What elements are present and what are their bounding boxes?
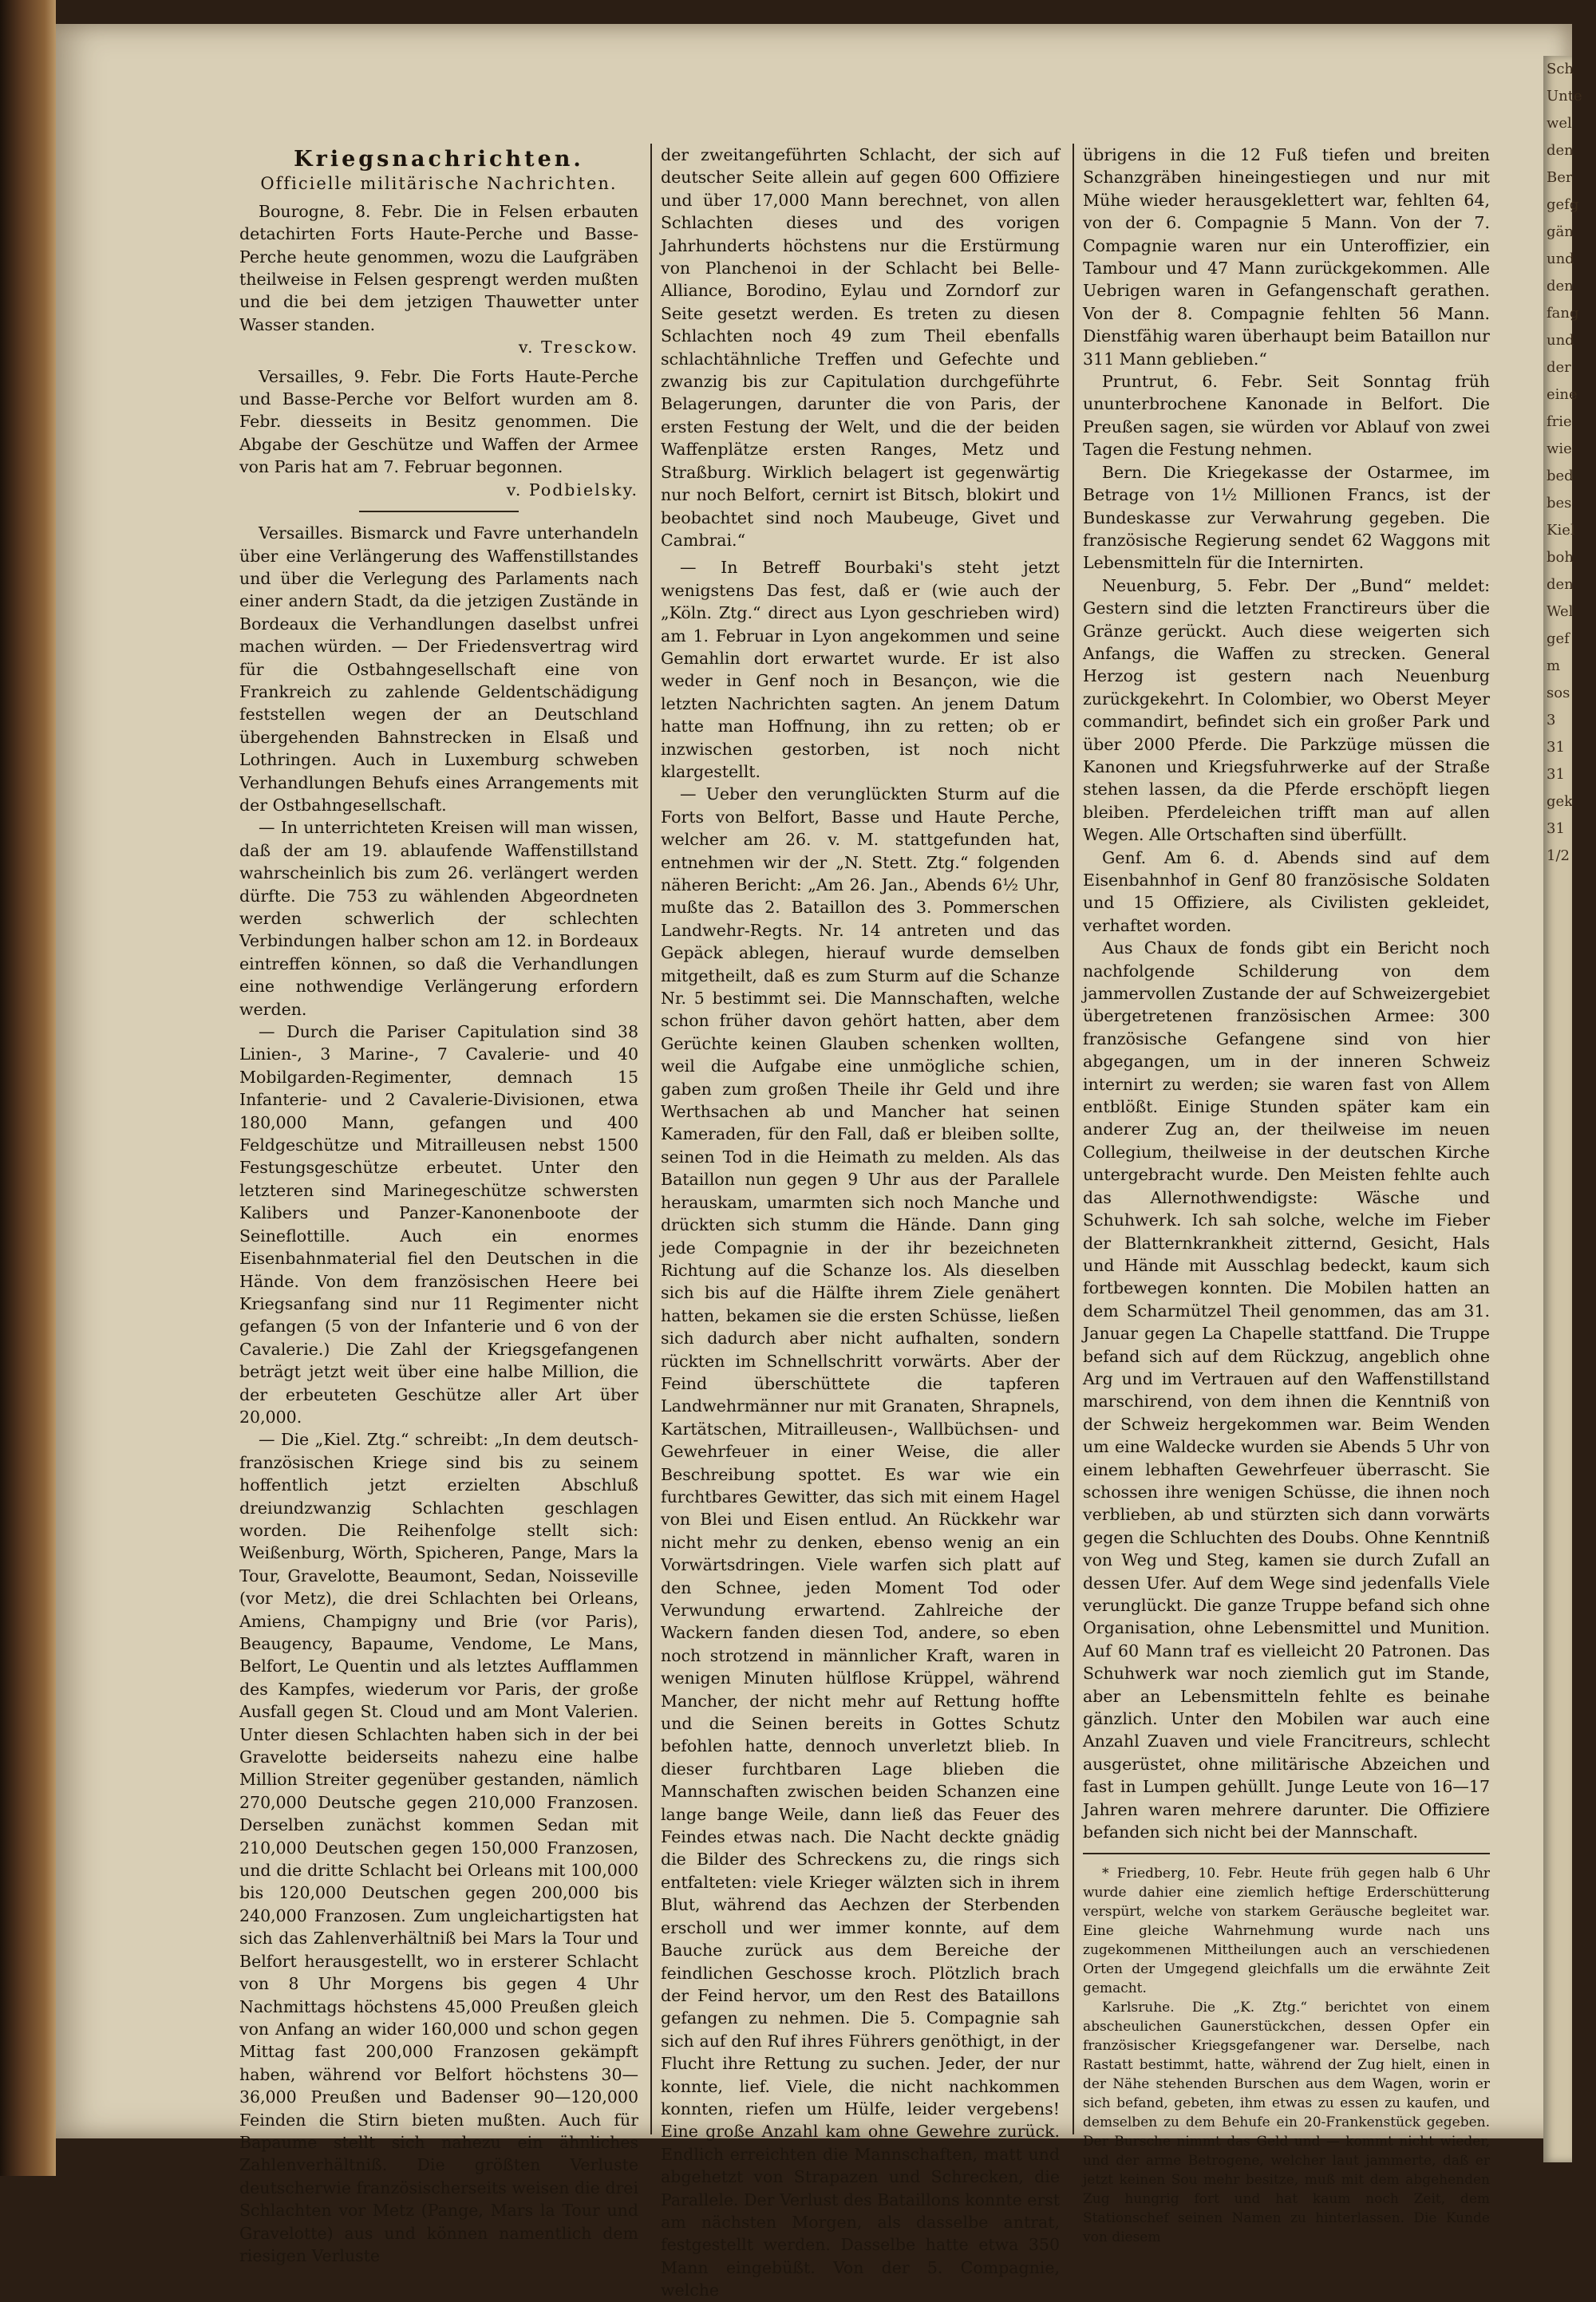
separator <box>1083 1853 1490 1854</box>
next-page-fragment: m <box>1547 657 1561 674</box>
next-page-fragment: bes <box>1547 495 1572 511</box>
separator <box>359 511 519 512</box>
report-karlsruhe: Karlsruhe. Die „K. Ztg.“ berichtet von einem abscheulichen Gaunerstückchen, dessen Opfer ein französischer Kriegsgefangener war. Derselbe, nach Rastatt bestimmt, hatte, während der Zug hielt, einen in der Nähe stehenden Burschen aus dem Wagen, worin er sich befand, gebeten, ihm etwas zu essen zu kaufen, und demselben zu dem Behufe ein 20-Frankenstück gegeben. Der Bursche nimmt das Geld und — kommt nicht wieder, und der arme Betrogene, welcher laut jammerte, daß er jetzt keinen Sou mehr besitze, muß mit dem abgehenden Zug hungrig fort und hat kaum noch Zeit, dem Stationschef seinen Namen zu hinterlassen. Die Kunde von diesem <box>1083 2000 1490 2246</box>
column-1 <box>239 144 638 2265</box>
column-2 <box>661 144 1060 2300</box>
next-page-fragment: Wel <box>1547 603 1574 620</box>
paragraph-kiel-ztg: — Die „Kiel. Ztg.“ schreibt: „In dem deutsch-französischen Kriege sind bis zu seinem hoffentlich jetzt erzielten Abschluß dreiundzwanzig Schlachten geschlagen worden. Die Reihenfolge stellt sich: Weißenburg, Wörth, Spicheren, Pange, Mars la Tour, Gravelotte, Beaumont, Sedan, Noisseville (vor Metz), die drei Schlachten bei Orleans, Amiens, Champigny und Brie (vor Paris), Beaugency, Bapaume, Vendome, Le Mans, Belfort, Le Quentin und als letztes Aufflammen des Kampfes, wiederum vor Paris, der große Ausfall gegen St. Cloud und am Mont Valerien. Unter diesen Schlachten haben sich in der bei Gravelotte beiderseits nahezu eine halbe Million Streiter gegenüber gestanden, nämlich 270,000 Deutsche gegen 210,000 Franzosen. Derselben zunächst kommen Sedan mit 210,000 Deutschen gegen 150,000 Franzosen, und die dritte Schlacht bei Orleans mit 100,000 bis 120,000 Deutschen gegen 200,000 bis 240,000 Franzosen. Zum ungleichartigsten hat sich das Zahlenverhältniß bei Mars la Tour und Belfort herausgestellt, wo in ersterer Schlacht von 8 Uhr Morgens bis gegen 4 Uhr Nachmittags höchstens 45,000 Preußen gleich von Anfang an wider 160,000 und schon gegen Mittag fast 200,000 Franzosen gekämpft haben, während vor Belfort höchstens 30—36,000 Preußen und Badenser 90—120,000 Feinden die Stirn bieten mußten. Auch für Bapaume stellt sich nahezu ein ähnliches Zahlenverhältniß. Die größten Verluste deutscherwie französischerseits weisen die drei Schlachten vor Metz (Pange, Mars la Tour und Gravelotte) aus und können namentlich dem riesigen Verluste <box>239 1430 638 2265</box>
column-3 <box>1083 144 1490 2246</box>
paragraph-continued: übrigens in die 12 Fuß tiefen und breiten Schanzgräben hineingestiegen und nur mit Mühe wieder herausgeklettert war, fehlten 64, von der 6. Compagnie 5 Mann. Von der 7. Compagnie waren nur ein Unteroffizier, ein Tambour und 47 Mann zurückgekommen. Alle Uebrigen waren in Gefangenschaft gerathen. Von der 8. Compagnie fehlten 56 Mann. Dienstfähig waren überhaupt beim Bataillon nur 311 Mann geblieben.“ <box>1083 145 1490 369</box>
paragraph-continued: der zweitangeführten Schlacht, der sich auf deutscher Seite allein auf gegen 600 Offiziere und über 17,000 Mann berechnet, von allen Schlachten dieses und des vorigen Jahrhunderts höchstens nur die Erstürmung von Planchenoi in der Schlacht bei Belle-Alliance, Borodino, Eylau und Zorndorf zur Seite gesetzt werden. Es treten zu diesen Schlachten noch 49 zum Theil ebenfalls schlachtähnliche Treffen und Gefechte und zwanzig bis zur Capitulation durchgeführte Belagerungen, darunter die von Paris, der ersten Festung der Welt, und die der beiden Waffenplätze ersten Ranges, Metz und Straßburg. Wirklich belagert ist gegenwärtig nur noch Belfort, cernirt ist Bitsch, blokirt und beobachtet sind noch Maubeuge, Givet und Cambrai.“ <box>661 145 1060 550</box>
next-page-fragment: und <box>1547 251 1574 267</box>
next-page-fragment: Unte <box>1547 88 1582 105</box>
next-page-fragment: 31 <box>1547 820 1565 837</box>
next-page-fragment: 1/2 <box>1547 847 1570 864</box>
signature-podbielsky: v. Podbielsky. <box>506 480 638 499</box>
next-page-edge <box>1543 56 1582 2162</box>
next-page-fragment: bed <box>1547 468 1574 484</box>
next-page-fragment: gän <box>1547 223 1574 240</box>
next-page-fragment: 31 <box>1547 739 1565 756</box>
next-page-fragment: frie <box>1547 413 1572 430</box>
next-page-fragment: den <box>1547 576 1574 593</box>
section-subheading: Officielle militärische Nachrichten. <box>260 174 618 194</box>
next-page-fragment: boh <box>1547 549 1574 566</box>
next-page-fragment: den <box>1547 142 1574 159</box>
paragraph-capitulation: — Durch die Pariser Capitulation sind 38 Linien-, 3 Marine-, 7 Cavalerie- und 40 Mobilgarden-Regimenter, demnach 15 Infanterie- und 2 Cavalerie-Divisionen, etwa 180,000 Mann, gefangen und 400 Feldgeschütze und Mitrailleusen nebst 1500 Festungsgeschütze erbeutet. Unter den letzteren sind Marinegeschütze schwersten Kalibers und Panzer-Kanonenboote der Seineflottille. Auch ein enormes Eisenbahnmaterial fiel den Deutschen in die Hände. Von dem französischen Heere bei Kriegsanfang sind nur 11 Regimenter nicht gefangen (5 von der Infanterie und 6 von der Cavalerie.) Die Zahl der Kriegsgefangenen beträgt jetzt weit über eine halbe Million, die der erbeuteten Geschütze aller Art über 20,000. <box>239 1022 638 1427</box>
paragraph-bourbaki: — In Betreff Bourbaki's steht jetzt wenigstens Das fest, daß er (wie auch der „Köln. Ztg.“ direct aus Lyon geschrieben wird) am 1. Februar in Lyon angekommen und seine Gemahlin dort erwartet wurde. Er ist also weder in Genf noch in Besançon, wie die letzten Nachrichten sagten. An jenem Datum hatte man Hoffnung, ihn zu retten; ob er inzwischen gestorben, ist noch nicht klargestellt. <box>661 558 1060 781</box>
next-page-fragment: Ber <box>1547 169 1573 186</box>
next-page-fragment: 3 <box>1547 712 1556 729</box>
next-page-fragment: der <box>1547 359 1571 376</box>
column-divider <box>1073 144 1074 2134</box>
next-page-fragment: Sch <box>1547 61 1574 77</box>
paragraph-waffenstillstand: — In unterrichteten Kreisen will man wissen, daß der am 19. ablaufende Waffenstillstand wahrscheinlich bis zum 26. verlängert werden dürfte. Die 753 zu wählenden Abgeordneten werden schwerlich der schlechten Verbindungen halber schon am 12. in Bordeaux eintreffen können, so daß die Verhandlungen eine nothwendige Verlängerung erfordern werden. <box>239 818 638 1019</box>
paragraph-belfort-sturm: — Ueber den verunglückten Sturm auf die Forts von Belfort, Basse und Haute Perche, welcher am 26. v. M. stattgefunden hat, entnehmen wir der „N. Stett. Ztg.“ folgenden näheren Bericht: „Am 26. Jan., Abends 6½ Uhr, mußte das 2. Bataillon des 3. Pommerschen Landwehr-Regts. Nr. 14 antreten und das Gepäck ablegen, hierauf wurde demselben mitgetheilt, daß es zum Sturm auf die Schanze Nr. 5 bestimmt sei. Die Mannschaften, welche schon früher davon gehört hatten, aber dem Gerüchte keinen Glauben schenken wollten, weil die Aufgabe eine unmögliche schien, gaben zum großen Theile ihr Geld und ihre Werthsachen ab und Mancher hat seinen Kameraden, für den Fall, daß er bleiben sollte, seinen Tod in die Heimath zu melden. Als das Bataillon nun gegen 9 Uhr aus der Parallele herauskam, umarmten sich noch Manche und drückten sich stumm die Hände. Dann ging jede Compagnie in der ihr bezeichneten Richtung auf die Schanze los. Als dieselben sich bis auf die Hälfte ihrem Ziele genähert hatten, bekamen sie die ersten Schüsse, ließen sich dadurch aber nicht aufhalten, sondern rückten im Schnellschritt vorwärts. Aber der Feind überschüttete die tapferen Landwehrmänner nur mit Granaten, Shrapnels, Kartätschen, Mitrailleusen-, Wallbüchsen- und Gewehrfeuer in einer Weise, die aller Beschreibung spottet. Es war wie ein furchtbares Gewitter, das sich mit einem Hagel von Blei und Eisen entlud. An Rückkehr war nicht mehr zu denken, ebenso wenig an ein Vorwärtsdringen. Viele warfen sich platt auf den Schnee, jeden Moment Tod oder Verwundung erwartend. Zahlreiche der Wackern fanden diesen Tod, andere, so eben noch strotzend in männlicher Kraft, waren in wenigen Minuten hülflose Krüppel, während Mancher, der nicht mehr auf Rettung hoffte und die Seinen bereits in Gottes Schutz befohlen hatte, dennoch unverletzt blieb. In dieser furchtbaren Lage blieben die Mannschaften zwischen beiden Schanzen eine lange bange Weile, dann ließ das Feuer des Feindes etwas nach. Die Nacht deckte gnädig die Bilder des Schreckens zu, die rings sich entfalteten: viele Krieger wälzten sich in ihrem Blut, während das Aechzen der Sterbenden erscholl und wer immer konnte, auf dem Bauche zurück aus dem Bereiche der feindlichen Geschosse kroch. Plötzlich brach der Feind hervor, um den Rest des Bataillons gefangen zu nehmen. Die 5. Compagnie sah sich auf den Ruf ihres Führers genöthigt, in der Flucht ihre Rettung zu suchen. Jeder, der nur konnte, lief. Viele, die nicht nachkommen konnten, riefen um Hülfe, leider vergebens! Eine große Anzahl kam ohne Gewehre zurück. Endlich erreichten die Mannschaften, matt und abgehetzt von Strapazen und Schrecken, die Parallele. Der Verlust des Bataillons konnte erst am nächsten Morgen, als dasselbe antrat, festgestellt werden. Dasselbe hatte etwa 350 Mann eingebüßt. Von der 5. Compagnie, welche <box>661 784 1060 2300</box>
next-page-fragment: fang <box>1547 305 1579 322</box>
signature-treskow: v. Tresckow. <box>518 338 638 357</box>
report-versailles-2: Versailles. Bismarck und Favre unterhandeln über eine Verlängerung des Waffenstillstandes und über die Verlegung des Parlaments nach einer andern Stadt, da die jetzigen Zustände in Bordeaux die Verhandlungen daselbst unfrei machen würden. — Der Friedensvertrag wird für die Ostbahngesellschaft eine von Frankreich zu zahlende Geldentschädigung feststellen wegen der an Deutschland übergehenden Bahnstrecken in Elsaß und Lothringen. Auch in Luxemburg schweben Verhandlungen Behufs eines Arrangements mit der Ostbahngesellschaft. <box>239 523 638 815</box>
next-page-fragment: und <box>1547 332 1574 349</box>
report-bourogne: Bourogne, 8. Febr. Die in Felsen erbauten detachirten Forts Haute-Perche und Basse-Perche heute genommen, wozu die Laufgräben theilweise in Felsen gesprengt werden mußten und die bei dem jetzigen Thauwetter unter Wasser standen. <box>239 201 638 334</box>
section-heading: Kriegsnachrichten. <box>294 147 584 172</box>
next-page-fragment: gek <box>1547 793 1574 810</box>
next-page-fragment: gef <box>1547 630 1570 647</box>
report-chaux-de-fonds: Aus Chaux de fonds gibt ein Bericht noch nachfolgende Schilderung von dem jammervollen Zustande der auf Schweizergebiet übergetretenen französischen Armee: 300 französische Gefangene sind von hier abgegangen, um in der inneren Schweiz internirt zu werden; sie waren fast von Allem entblößt. Einige Stunden später kam ein anderer Zug an, der theilweise im neuen Collegium, theilweise in der deutschen Kirche untergebracht wurde. Den Meisten fehlte auch das Allernothwendigste: Wäsche und Schuhwerk. Ich sah solche, welche im Fieber der Blatternkrankheit zitternd, Gesicht, Hals und Hände mit Ausschlag bedeckt, kaum sich fortbewegen konnten. Die Mobilen hatten an dem Scharmützel Theil genommen, das am 31. Januar gegen La Chapelle stattfand. Die Truppe befand sich auf dem Rückzug, angeblich ohne Arg und im Vertrauen auf den Waffenstillstand marschirend, von dem ihnen die Kenntniß von der Schweiz hergekommen war. Beim Wenden um eine Waldecke wurden sie Abends 5 Uhr von einem lebhaften Gewehrfeuer überrascht. Sie schossen ihre wenigen Schüsse, die ihnen noch verblieben, ab und stürzten sich dann vorwärts gegen die Schluchten des Doubs. Ohne Kenntniß von Weg und Steg, kamen sie durch Zufall an dessen Ufer. Auf dem Wege sind jedenfalls Viele verunglückt. Die ganze Truppe befand sich ohne Organisation, ohne Lebensmittel und Munition. Auf 60 Mann traf es vielleicht 20 Patronen. Das Schuhwerk war noch ziemlich gut im Stande, aber an Lebensmitteln fehlte es beinahe gänzlich. Unter den Mobilen war auch eine Anzahl Zuaven und viele Francitreurs, schlecht ausgerüstet, ohne militärische Abzeichen und fast in Lumpen gehüllt. Junge Leute von 16—17 Jahren waren mehrere darunter. Die Offiziere befanden sich nicht bei der Mannschaft. <box>1083 938 1490 1842</box>
next-page-fragment: den <box>1547 278 1574 294</box>
next-page-fragment: wie <box>1547 440 1572 457</box>
report-pruntrut: Pruntrut, 6. Febr. Seit Sonntag früh ununterbrochene Kanonade in Belfort. Die Preußen sagen, sie würden vor Ablauf von zwei Tagen die Festung nehmen. <box>1083 372 1490 460</box>
book-binding <box>0 0 56 2176</box>
next-page-fragment: 31 <box>1547 766 1565 783</box>
next-page-fragment: Kiel <box>1547 522 1575 539</box>
next-page-fragment: wel <box>1547 115 1572 132</box>
next-page-fragment: gefg <box>1547 196 1579 213</box>
report-bern: Bern. Die Kriegekasse der Ostarmee, im Betrage von 1½ Millionen Francs, ist der Bundeskasse zur Verwahrung gegeben. Die französische Regierung sendet 62 Waggons mit Lebensmitteln für die Internirten. <box>1083 462 1490 573</box>
report-versailles-1: Versailles, 9. Febr. Die Forts Haute-Perche und Basse-Perche vor Belfort wurden am 8. Febr. diesseits in Besitz genommen. Die Abgabe der Geschütze und Waffen der Armee von Paris hat am 7. Februar begonnen. <box>239 366 638 477</box>
next-page-fragment: sos <box>1547 685 1570 701</box>
report-neuenburg: Neuenburg, 5. Febr. Der „Bund“ meldet: Gestern sind die letzten Franctireurs über die Gränze gerückt. Auch diese weigerten sich Anfangs, die Waffen zu strecken. General Herzog ist gestern nach Neuenburg zurückgekehrt. In Colombier, wo Oberst Meyer commandirt, befindet sich ein großer Park und über 2000 Pferde. Die Parkzüge müssen die Kanonen und Kriegsfuhrwerke auf der Straße stehen lassen, da die Pferde erschöpft liegen bleiben. Pferdeleichen trifft man auf allen Wegen. Alle Ortschaften sind überfüllt. <box>1083 575 1490 845</box>
column-divider <box>650 144 652 2134</box>
article-columns <box>239 144 1528 2300</box>
next-page-fragment: eine <box>1547 386 1578 403</box>
report-friedberg: * Friedberg, 10. Febr. Heute früh gegen halb 6 Uhr wurde dahier eine ziemlich heftige Erderschütterung verspürt, welche von starkem Geräusche begleitet war. Eine gleiche Wahrnehmung wurde nach uns zugekommenen Mittheilungen auch an verschiedenen Orten der Umgegend gleichfalls um die erwähnte Zeit gemacht. <box>1083 1866 1490 1997</box>
report-genf: Genf. Am 6. d. Abends sind auf dem Eisenbahnhof in Genf 80 französische Soldaten und 15 Offiziere, als Civilisten gekleidet, verhaftet worden. <box>1083 847 1490 935</box>
